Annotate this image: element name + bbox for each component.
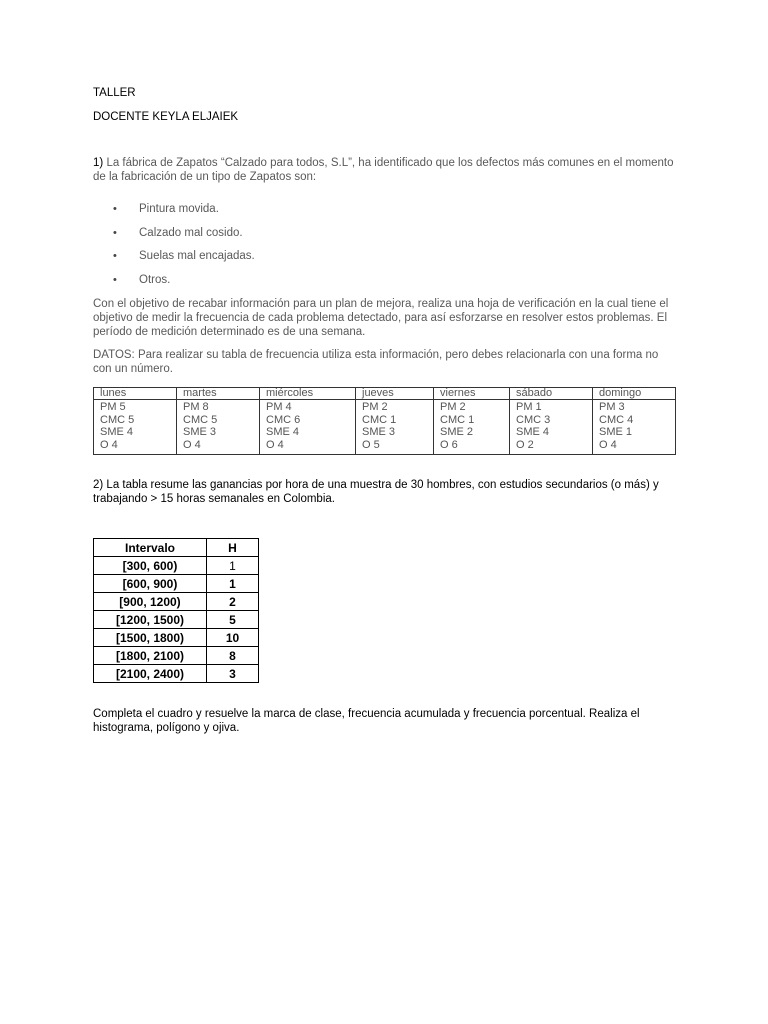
data-note-paragraph: DATOS: Para realizar su tabla de frecuencia utiliza esta información, pero debes relacionarla con una forma no con un número. (93, 349, 659, 375)
sme-count: SME 3 (362, 426, 396, 438)
o-count: O 6 (440, 438, 458, 451)
table-row (94, 629, 259, 647)
o-count: O 4 (599, 438, 617, 451)
table-row (94, 611, 259, 629)
table-row (94, 665, 259, 683)
interval-cell: [300, 600) (94, 557, 207, 575)
column-header-viernes: viernes (434, 388, 510, 400)
frequency-cell: 1 (207, 557, 259, 575)
frequency-cell: 2 (207, 593, 259, 611)
o-count: O 2 (516, 438, 534, 451)
pm-count: PM 2 (440, 401, 466, 413)
column-header-intervalo: Intervalo (94, 539, 207, 557)
o-count: O 4 (100, 438, 118, 451)
column-header-domingo: domingo (593, 388, 676, 400)
defect-label: Calzado mal cosido. (139, 227, 243, 239)
day-cell (510, 400, 593, 455)
interval-cell: [2100, 2400) (94, 665, 207, 683)
o-count: O 4 (266, 438, 284, 451)
interval-cell: [900, 1200) (94, 593, 207, 611)
pm-count: PM 8 (183, 401, 209, 413)
table-row (94, 593, 259, 611)
sme-count: SME 2 (440, 426, 474, 438)
table-header-row (94, 539, 259, 557)
question-2-text: 2) La tabla resume las ganancias por hora de una muestra de 30 hombres, con estudios secundarios (o más) y trabajando > 15 horas semanales en Colombia. (93, 479, 659, 505)
sme-count: SME 1 (599, 426, 633, 438)
defect-label: Suelas mal encajadas. (139, 250, 255, 262)
cmc-count: CMC 1 (440, 413, 475, 426)
day-cell (434, 400, 510, 455)
interval-cell: [1200, 1500) (94, 611, 207, 629)
column-header-lunes: lunes (94, 388, 177, 400)
pm-count: PM 2 (362, 401, 388, 413)
column-header-sabado: sábado (510, 388, 593, 400)
o-count: O 4 (183, 438, 201, 451)
cmc-count: CMC 5 (183, 413, 218, 426)
table-row (94, 400, 676, 455)
pm-count: PM 3 (599, 401, 625, 413)
column-header-martes: martes (177, 388, 260, 400)
day-cell (260, 400, 356, 455)
sme-count: SME 4 (266, 426, 300, 438)
instructions-text: Completa el cuadro y resuelve la marca de clase, frecuencia acumulada y frecuencia porcentual. Realiza el histograma, polígono y ojiva. (93, 708, 640, 734)
table-row (94, 647, 259, 665)
cmc-count: CMC 5 (100, 413, 135, 426)
cmc-count: CMC 1 (362, 413, 397, 426)
bullet-icon: • (113, 274, 117, 286)
defect-label: Otros. (139, 274, 171, 286)
cmc-count: CMC 6 (266, 413, 301, 426)
list-item (113, 273, 413, 287)
weekly-defects-table (93, 387, 676, 455)
column-header-miercoles: miércoles (260, 388, 356, 400)
question-1-number: 1) (93, 157, 104, 169)
objective-paragraph: Con el objetivo de recabar información para un plan de mejora, realiza una hoja de verificación en la cual tiene el objetivo de medir la frecuencia de cada problema detectado, para así esforzarse en resolver estos problemas. El período de medición determinado es de una semana. (93, 298, 669, 338)
interval-cell: [600, 900) (94, 575, 207, 593)
sme-count: SME 3 (183, 426, 217, 438)
column-header-jueves: jueves (356, 388, 434, 400)
column-header-h: H (207, 539, 259, 557)
sme-count: SME 4 (100, 426, 134, 438)
list-item (113, 226, 413, 240)
interval-cell: [1800, 2100) (94, 647, 207, 665)
table-header-row (94, 388, 676, 400)
list-item (113, 249, 413, 263)
frequency-cell: 1 (207, 575, 259, 593)
day-cell (177, 400, 260, 455)
document-title: TALLER (93, 87, 136, 99)
o-count: O 5 (362, 438, 380, 451)
bullet-icon: • (113, 250, 117, 262)
bullet-icon: • (113, 203, 117, 215)
table-row (94, 575, 259, 593)
income-frequency-table (93, 538, 259, 683)
day-cell (593, 400, 676, 455)
day-cell (356, 400, 434, 455)
teacher-name: DOCENTE KEYLA ELJAIEK (93, 111, 239, 123)
list-item (113, 202, 413, 216)
interval-cell: [1500, 1800) (94, 629, 207, 647)
cmc-count: CMC 4 (599, 413, 634, 426)
question-1-intro (93, 156, 678, 184)
frequency-cell: 8 (207, 647, 259, 665)
pm-count: PM 1 (516, 401, 542, 413)
question-1-text: La fábrica de Zapatos “Calzado para todos, S.L”, ha identificado que los defectos más comunes en el momento de la fabricación de un tipo de Zapatos son: (93, 157, 674, 183)
cmc-count: CMC 3 (516, 413, 551, 426)
bullet-icon: • (113, 227, 117, 239)
defect-label: Pintura movida. (139, 203, 219, 215)
pm-count: PM 4 (266, 401, 292, 413)
pm-count: PM 5 (100, 401, 126, 413)
frequency-cell: 5 (207, 611, 259, 629)
day-cell (94, 400, 177, 455)
sme-count: SME 4 (516, 426, 550, 438)
frequency-cell: 3 (207, 665, 259, 683)
table-row (94, 557, 259, 575)
frequency-cell: 10 (207, 629, 259, 647)
